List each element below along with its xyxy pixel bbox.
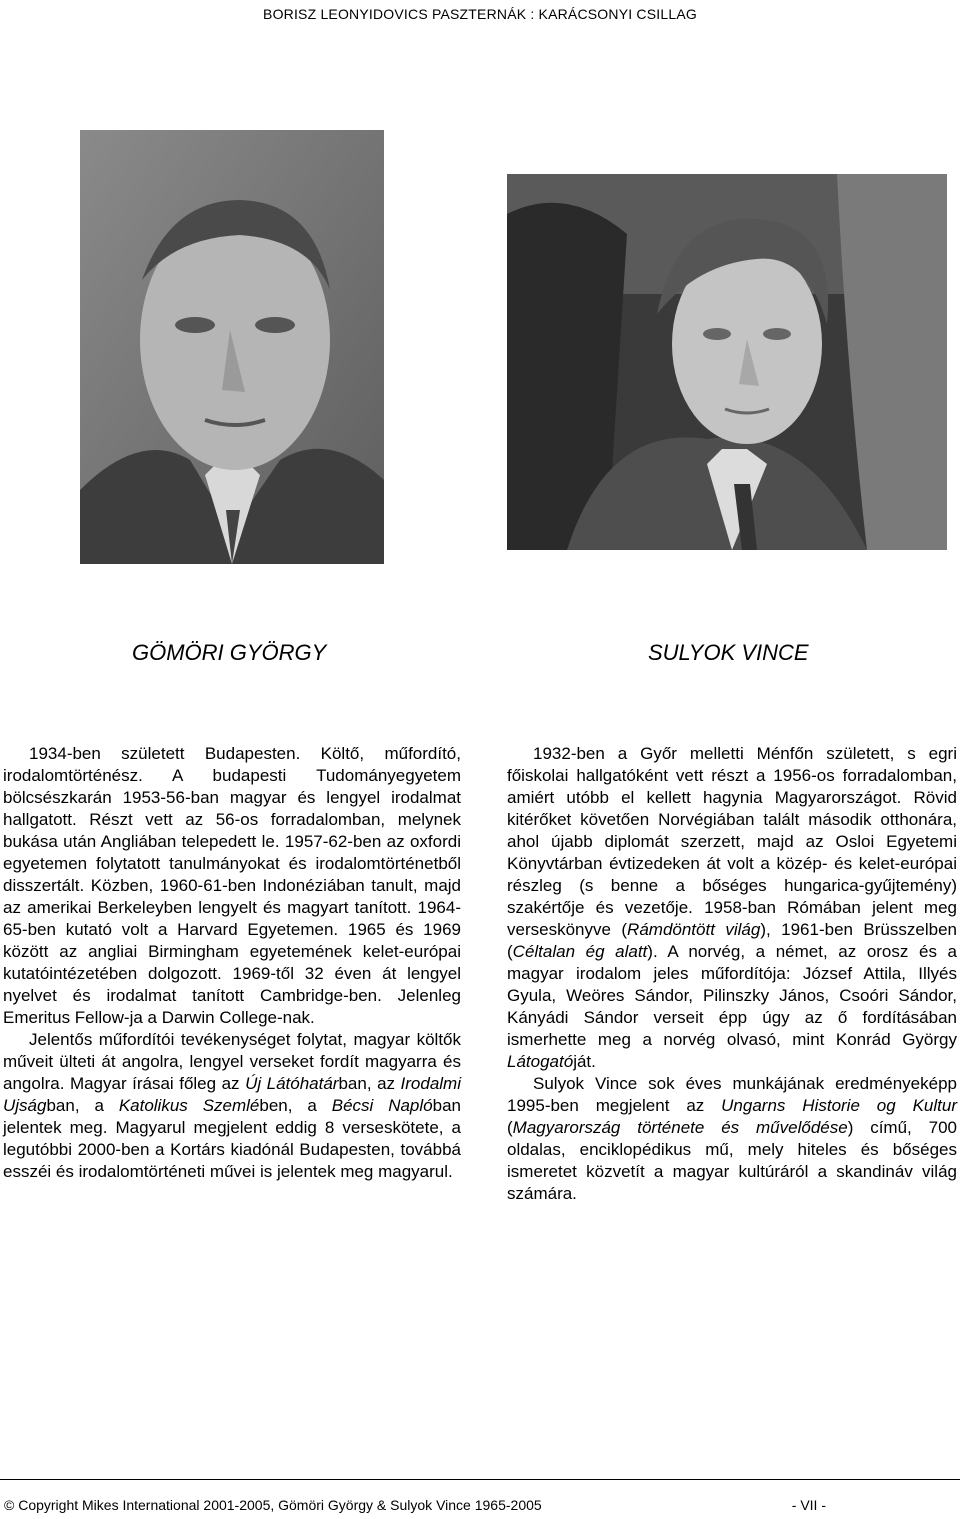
running-header <box>0 6 960 22</box>
biography-gomori <box>3 743 461 1183</box>
paragraph-text: 1932-ben a Győr melletti Ménfőn született, s egri főiskolai hallgatóként vett részt a 1956-os forradalomban, amiért utóbb el kellett hagynia Magyarországot. Rövid kitérőket követően Norvégiában talált második otthonára, ahol újabb diplomát szerzett, majd az Osloi Egyetemi Könyvtárban évtizedeken át volt a közép- és kelet-európai részleg (s benne a bőséges hungarica-gyűjtemény) szakértője és vezetője. 1958-ban Rómában jelent meg verseskönyve ( <box>507 744 957 939</box>
paragraph-text: ban, a <box>46 1096 119 1115</box>
author-name-sulyok: SULYOK VINCE <box>648 640 809 665</box>
biography-paragraph <box>507 743 957 1073</box>
paragraph-text: ban jelentek meg. Magyarul megjelent eddig 8 verseskötete, a legutóbbi 2000-ben a Kortárs kiadónál Budapesten, továbbá esszéi és irodalomtörténeti művei is jelentek meg magyarul. <box>3 1096 461 1181</box>
work-title: Látogató <box>507 1052 574 1071</box>
work-title: Katolikus Szemlé <box>118 1096 260 1115</box>
biography-paragraph <box>3 1029 461 1183</box>
running-title: BORISZ LEONYIDOVICS PASZTERNÁK : KARÁCSONYI CSILLAG <box>263 6 697 22</box>
work-title: Irodalmi Ujság <box>3 1074 461 1115</box>
work-title: Bécsi Napló <box>331 1096 433 1115</box>
paragraph-text: ben, a <box>259 1096 332 1115</box>
work-title: Céltalan ég alatt <box>512 942 648 961</box>
biography-paragraph <box>3 743 461 1029</box>
work-title: Ungarns Historie og Kultur <box>721 1096 957 1115</box>
paragraph-text: ját. <box>573 1052 596 1071</box>
paragraph-text: Jelentős műfordítói tevékenységet folytat, magyar költők műveit ülteti át angolra, lengyel verseket fordít magyarra és angolra. Magyar írásai főleg az <box>3 1030 461 1093</box>
paragraph-text: 1934-ben született Budapesten. Költő, műfordító, irodalomtörténész. A budapesti Tudományegyetem bölcsészkarán 1953-56-ban magyar és lengyel irodalmat hallgatott. Részt vett az 56-os forradalomban, melynek bukása után Angliában telepedett le. 1957-62-ben az oxfordi egyetemen folytatott tanulmányokat és irodalomtörténetből disszertált. Közben, 1960-61-ben Indonéziában tanult, majd az amerikai Berkeleyben lengyelt és magyart tanított. 1964-65-ben kutató volt a Harvard Egyetemen. 1965 és 1969 között az angliai Birmingham egyetemének kelet-európai kutatóintézetében dolgozott. 1969-től 32 éven át lengyel nyelvet és irodalmat tanított Cambridge-ben. Jelenleg Emeritus Fellow-ja a Darwin College-nak. <box>3 744 461 1027</box>
footer-divider <box>0 1479 960 1480</box>
biography-sulyok <box>507 743 957 1205</box>
work-title: Új Látóhatár <box>245 1074 339 1093</box>
paragraph-text: ). A norvég, a német, az orosz és a magyar irodalom jeles műfordítója: József Attila, Illyés Gyula, Weöres Sándor, Pilinszky János, Csoóri Sándor, Kányádi Sándor verseit épp úgy az ő fordításában ismerhette meg a norvég olvasó, mint Konrád György <box>507 942 957 1049</box>
paragraph-text: Sulyok Vince sok éves munkájának eredményeképp 1995-ben megjelent az <box>507 1074 957 1115</box>
author-name-gomori: GÖMÖRI GYÖRGY <box>132 640 327 665</box>
paragraph-text: ) című, 700 oldalas, enciklopédikus mű, mely hiteles és bőséges ismeretet közvetít a magyar kultúráról a skandináv világ számára. <box>507 1118 957 1203</box>
footer-page-number: - VII - <box>791 1497 826 1513</box>
work-title: Magyarország története és művelődése <box>512 1118 848 1137</box>
paragraph-text: ( <box>507 1118 513 1137</box>
biography-paragraph <box>507 1073 957 1205</box>
work-title: Rámdöntött világ <box>627 920 761 939</box>
paragraph-text: ban, az <box>338 1074 401 1093</box>
portrait-photo-sulyok <box>507 174 947 550</box>
portrait-photo-gomori <box>80 130 384 564</box>
paragraph-text: ), 1961-ben Brüsszelben ( <box>507 920 957 961</box>
footer-copyright: © Copyright Mikes International 2001-2005, Gömöri György & Sulyok Vince 1965-2005 <box>4 1497 542 1513</box>
